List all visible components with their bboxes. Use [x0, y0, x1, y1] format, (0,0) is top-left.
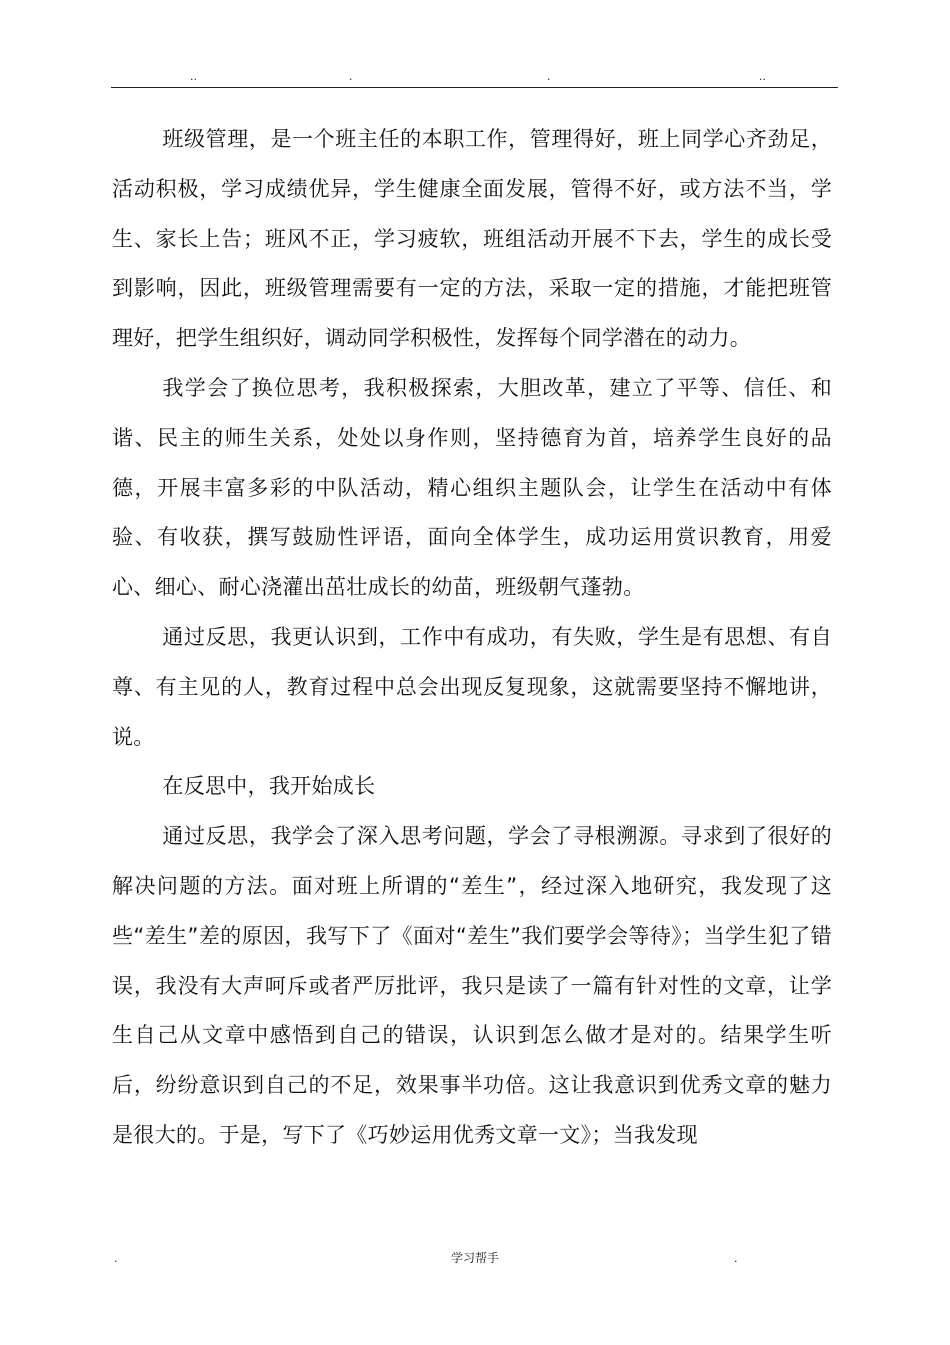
header-mark: .: [349, 70, 353, 83]
header-mark: ..: [759, 70, 766, 83]
header-divider: [111, 87, 838, 88]
page-header: [0, 70, 950, 84]
paragraph: 我学会了换位思考，我积极探索，大胆改革，建立了平等、信任、和谐、民主的师生关系，处处以身作则，坚持德育为首，培养学生良好的品德，开展丰富多彩的中队活动，精心组织主题队会，让学生在活动中有体验、有收获，撰写鼓励性评语，面向全体学生，成功运用赏识教育，用爱心、细心、耐心浇灌出茁壮成长的幼苗，班级朝气蓬勃。: [112, 375, 832, 600]
paragraph: 通过反思，我更认识到，工作中有成功，有失败，学生是有思想、有自尊、有主见的人，教育过程中总会出现反复现象，这就需要坚持不懈地讲，说。: [112, 624, 832, 749]
paragraph: 班级管理，是一个班主任的本职工作，管理得好，班上同学心齐劲足，活动积极，学习成绩优异，学生健康全面发展，管得不好，或方法不当，学生、家长上告；班风不正，学习疲软，班组活动开展不下去，学生的成长受到影响，因此，班级管理需要有一定的方法，采取一定的措施，才能把班管理好，把学生组织好，调动同学积极性，发挥每个同学潜在的动力。: [112, 127, 832, 351]
footer-label: 学习帮手: [450, 1251, 499, 1265]
header-mark: .: [547, 70, 551, 83]
document-body: [112, 115, 832, 1161]
footer-mark-right: .: [734, 1252, 738, 1265]
section-heading: 在反思中，我开始成长: [162, 774, 376, 799]
footer-mark-left: .: [114, 1252, 118, 1265]
paragraph: 通过反思，我学会了深入思考问题，学会了寻根溯源。寻求到了很好的解决问题的方法。面对班上所谓的“差生”，经过深入地研究，我发现了这些“差生”差的原因，我写下了《面对“差生”我们要学会等待》；当学生犯了错误，我没有大声呵斥或者严厉批评，我只是读了一篇有针对性的文章，让学生自己从文章中感悟到自己的错误，认识到怎么做才是对的。结果学生听后，纷纷意识到自己的不足，效果事半功倍。这让我意识到优秀文章的魅力是很大的。于是，写下了《巧妙运用优秀文章一文》；当我发现: [112, 824, 832, 1147]
header-mark: ..: [190, 70, 197, 83]
